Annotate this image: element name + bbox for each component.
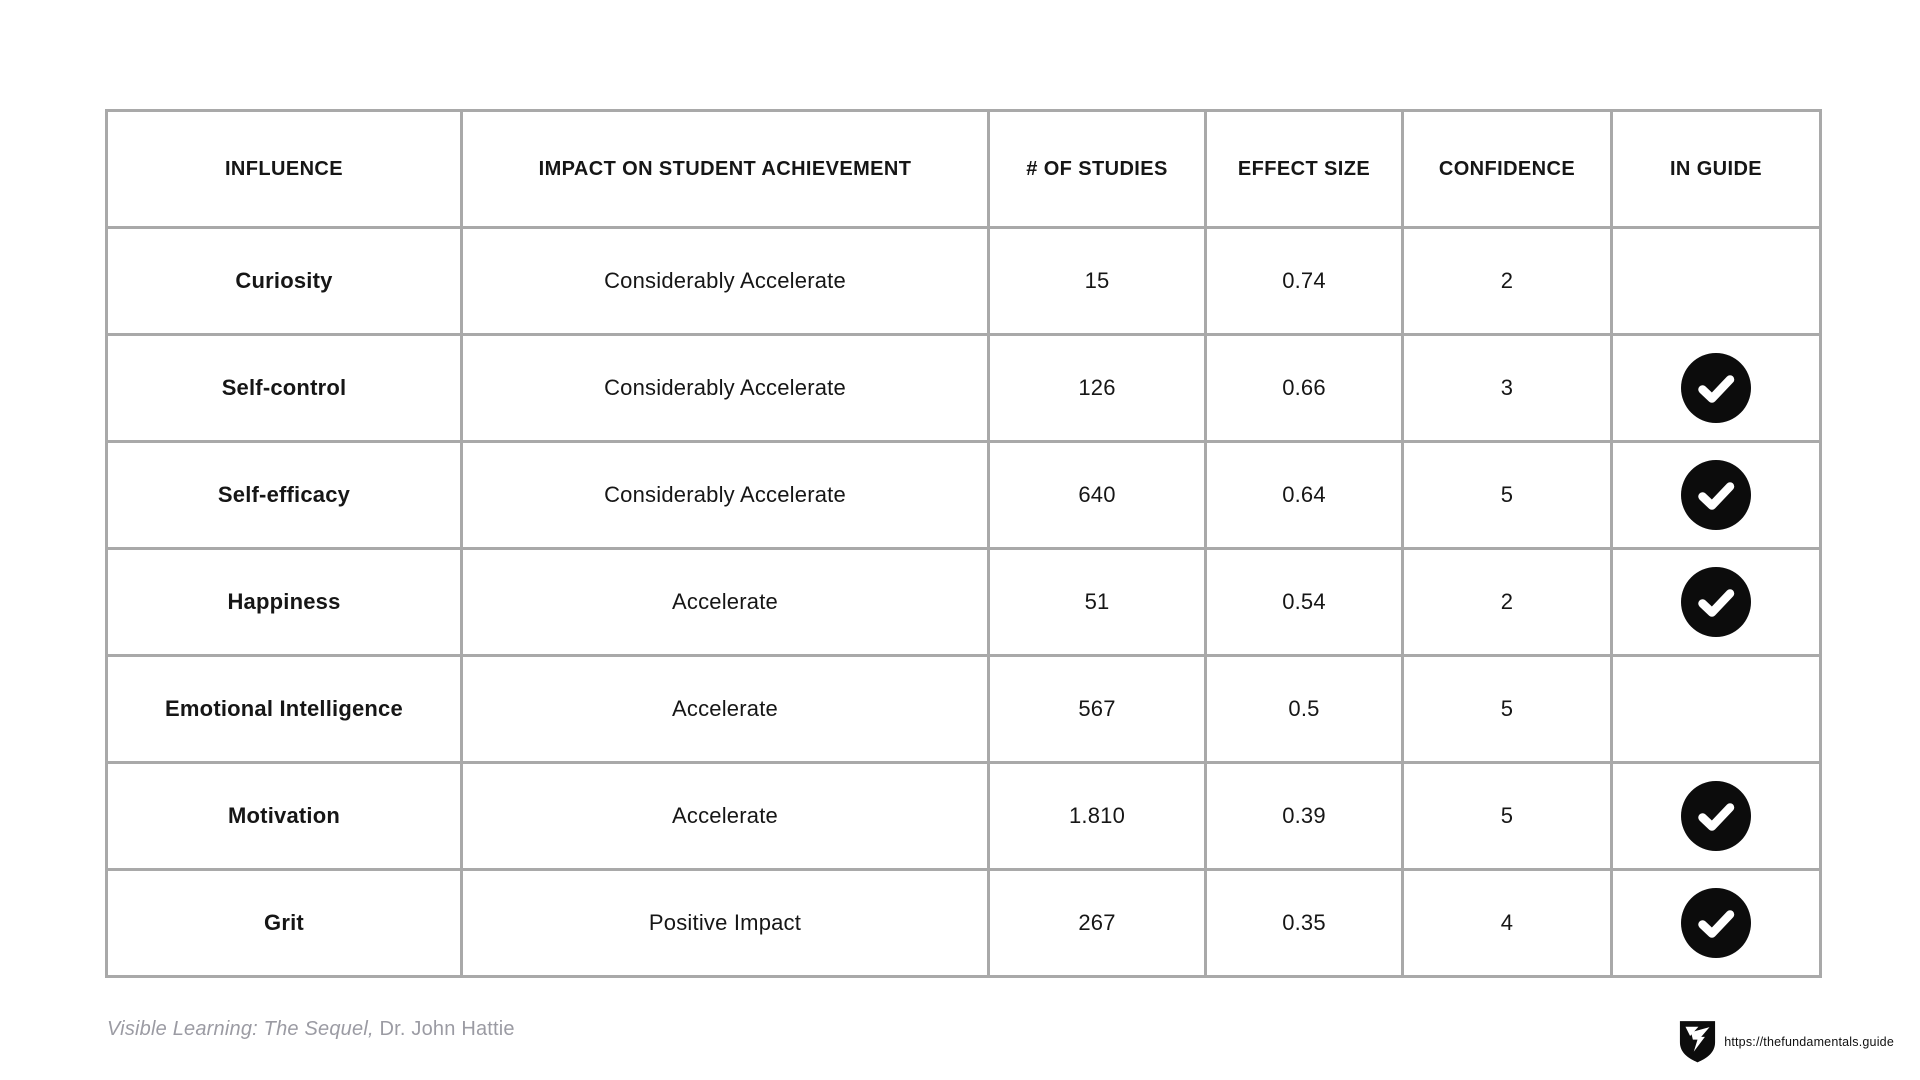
brand [1679, 1020, 1894, 1063]
check-icon [1681, 567, 1751, 637]
cell-influence: Emotional Intelligence [108, 657, 460, 761]
source-citation [107, 1018, 515, 1041]
cell-effect-size: 0.35 [1207, 871, 1401, 975]
column-header-effect-size: EFFECT SIZE [1207, 112, 1401, 226]
cell-impact: Considerably Accelerate [463, 336, 987, 440]
cell-effect-size: 0.5 [1207, 657, 1401, 761]
brand-url: https://thefundamentals.guide [1724, 1034, 1894, 1049]
column-header-confidence: CONFIDENCE [1404, 112, 1610, 226]
cell-influence: Motivation [108, 764, 460, 868]
cell-confidence: 3 [1404, 336, 1610, 440]
cell-effect-size: 0.39 [1207, 764, 1401, 868]
cell-confidence: 5 [1404, 764, 1610, 868]
column-header-studies: # OF STUDIES [990, 112, 1204, 226]
cell-effect-size: 0.74 [1207, 229, 1401, 333]
cell-influence: Self-efficacy [108, 443, 460, 547]
cell-impact: Accelerate [463, 657, 987, 761]
source-author: Dr. John Hattie [373, 1018, 515, 1040]
cell-effect-size: 0.64 [1207, 443, 1401, 547]
cell-impact: Considerably Accelerate [463, 229, 987, 333]
influences-table [105, 109, 1822, 978]
cell-effect-size: 0.54 [1207, 550, 1401, 654]
check-icon [1681, 460, 1751, 530]
cell-in-guide [1613, 871, 1819, 975]
cell-studies: 567 [990, 657, 1204, 761]
cell-in-guide [1613, 764, 1819, 868]
cell-confidence: 5 [1404, 657, 1610, 761]
check-icon [1681, 888, 1751, 958]
cell-confidence: 2 [1404, 229, 1610, 333]
cell-influence: Self-control [108, 336, 460, 440]
cell-studies: 1.810 [990, 764, 1204, 868]
cell-in-guide [1613, 443, 1819, 547]
cell-influence: Curiosity [108, 229, 460, 333]
cell-impact: Considerably Accelerate [463, 443, 987, 547]
column-header-influence: INFLUENCE [108, 112, 460, 226]
cell-in-guide [1613, 229, 1819, 333]
cell-studies: 640 [990, 443, 1204, 547]
cell-impact: Positive Impact [463, 871, 987, 975]
cell-studies: 15 [990, 229, 1204, 333]
source-title: Visible Learning: The Sequel, [107, 1018, 374, 1040]
cell-confidence: 2 [1404, 550, 1610, 654]
check-icon [1681, 353, 1751, 423]
shield-logo-icon [1679, 1020, 1716, 1063]
cell-influence: Grit [108, 871, 460, 975]
cell-impact: Accelerate [463, 550, 987, 654]
cell-studies: 126 [990, 336, 1204, 440]
cell-confidence: 5 [1404, 443, 1610, 547]
column-header-impact: IMPACT ON STUDENT ACHIEVEMENT [463, 112, 987, 226]
cell-in-guide [1613, 336, 1819, 440]
cell-effect-size: 0.66 [1207, 336, 1401, 440]
cell-influence: Happiness [108, 550, 460, 654]
cell-studies: 51 [990, 550, 1204, 654]
cell-in-guide [1613, 657, 1819, 761]
cell-in-guide [1613, 550, 1819, 654]
cell-studies: 267 [990, 871, 1204, 975]
column-header-in-guide: IN GUIDE [1613, 112, 1819, 226]
cell-confidence: 4 [1404, 871, 1610, 975]
cell-impact: Accelerate [463, 764, 987, 868]
check-icon [1681, 781, 1751, 851]
